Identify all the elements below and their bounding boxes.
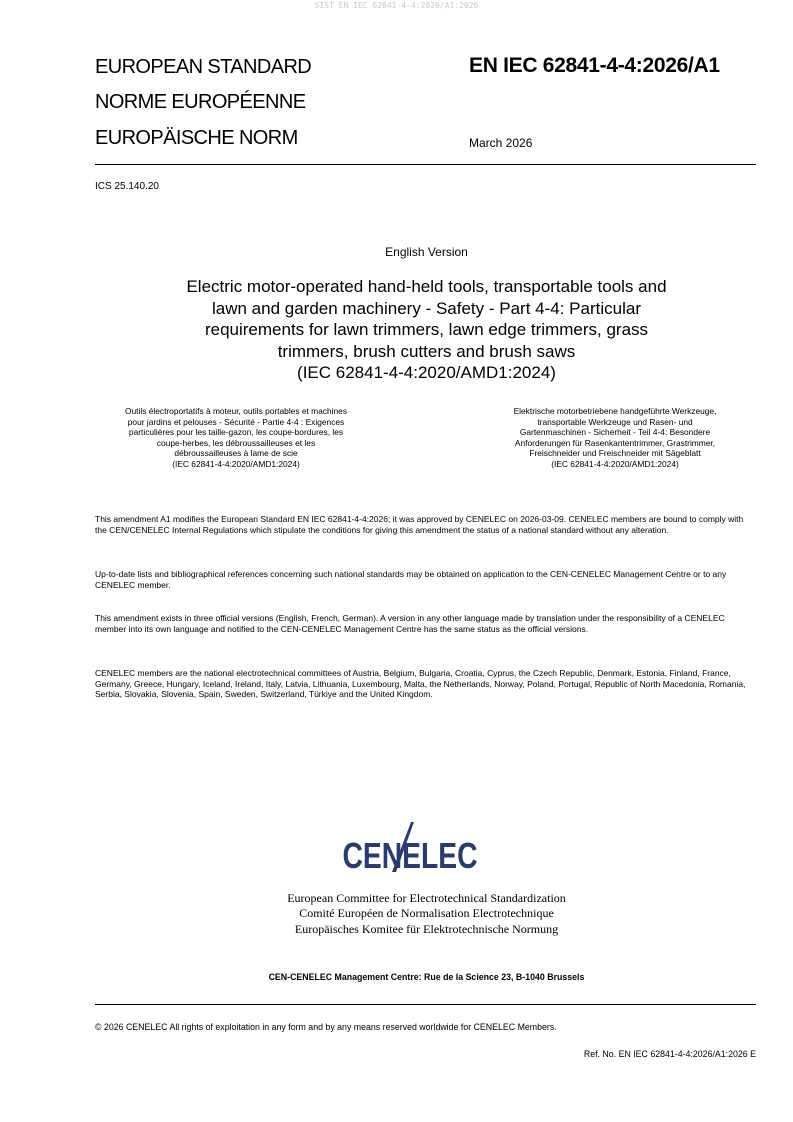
german-title-line: Anforderungen für Rasenkantentrimmer, Grastrimmer, — [514, 437, 716, 448]
french-title-line: débroussailleuses à lame de scie — [174, 448, 298, 459]
standard-name-de: EUROPÄISCHE NORM — [95, 127, 298, 149]
french-title-line: Outils électroportatifs à moteur, outils portables et machines — [124, 406, 348, 416]
french-title — [95, 406, 377, 470]
standard-name-fr: NORME EUROPÉENNE — [95, 91, 306, 113]
references-paragraph: Up-to-date lists and bibliographical references concerning such national standards may be obtained on application to the CEN-CENELEC Management Centre or to any CENELEC member. — [95, 569, 727, 590]
german-title — [474, 406, 756, 470]
french-title-line: particulières pour les taille-gazon, les coupe-bordures, les — [128, 427, 344, 438]
cenelec-logo — [300, 818, 520, 880]
french-title-line: coupe-herbes, les débroussailleuses et les — [156, 437, 316, 448]
org-name-en: European Committee for Electrotechnical Standardization — [287, 891, 566, 905]
language-version: English Version — [385, 245, 468, 259]
approval-paragraph: This amendment A1 modifies the European Standard EN IEC 62841-4-4:2026; it was approved by CENELEC on 2026-03-09. CENELEC members are bound to comply with the CEN/CENELEC Internal Regulations which stipulate the conditions for giving this amendment the status of a national standard without any alteration. — [95, 514, 744, 535]
standard-number: EN IEC 62841-4-4:2026/A1 — [469, 54, 720, 77]
french-title-line: pour jardins et pelouses - Sécurité - Partie 4-4 : Exigences — [127, 416, 345, 427]
org-name-fr: Comité Européen de Normalisation Electrotechnique — [299, 906, 554, 920]
french-title-line: (IEC 62841-4-4:2020/AMD1:2024) — [172, 458, 300, 469]
header-rule — [95, 164, 756, 165]
standard-name-en: EUROPEAN STANDARD — [95, 56, 312, 78]
title-line: trimmers, brush cutters and brush saws — [277, 341, 576, 361]
logo-text: CENELEC — [342, 835, 478, 876]
document-title — [150, 276, 703, 384]
german-title-line: transportable Werkzeuge und Rasen- und — [537, 416, 693, 427]
footer-rule — [95, 1004, 756, 1005]
reference-number: Ref. No. EN IEC 62841-4-4:2026/A1:2026 E — [583, 1049, 756, 1059]
german-title-line: Freischneider und Freischneider mit Sägeblatt — [529, 448, 701, 459]
watermark: SIST EN IEC 62841-4-4:2026/A1:2026 — [314, 1, 479, 10]
members-paragraph: CENELEC members are the national electrotechnical committees of Austria, Belgium, Bulgaria, Croatia, Cyprus, the Czech Republic, Denmark, Estonia, Finland, France, Germany, Greece, Hungary, Iceland, Ireland, Italy, Latvia, Lithuania, Luxembourg, Malta, the Netherlands, Norway, Poland, Portugal, Republic of North Macedonia, Romania, Serbia, Slovakia, Slovenia, Spain, Sweden, Switzerland, Türkiye and the United Kingdom. — [95, 668, 746, 699]
org-name-de: Europäisches Komitee für Elektrotechnische Normung — [294, 922, 559, 936]
versions-paragraph: This amendment exists in three official versions (English, French, German). A version in any other language made by translation under the responsibility of a CENELEC member into its own language and notified to the CEN-CENELEC Management Centre has the same status as the official versions. — [95, 613, 725, 634]
title-line: Electric motor-operated hand-held tools, transportable tools and — [186, 277, 667, 296]
german-title-line: Gartenmaschinen - Sicherheit - Teil 4-4: Besondere — [519, 427, 711, 438]
title-line: requirements for lawn trimmers, lawn edge trimmers, grass — [204, 320, 649, 339]
german-title-line: Elektrische motorbetriebene handgeführte Werkzeuge, — [513, 406, 717, 416]
title-line: lawn and garden machinery - Safety - Part 4-4: Particular — [212, 298, 641, 318]
title-line: (IEC 62841-4-4:2020/AMD1:2024) — [297, 363, 556, 382]
publication-date: March 2026 — [469, 136, 533, 150]
management-centre-address: CEN-CENELEC Management Centre: Rue de la Science 23, B-1040 Brussels — [268, 972, 585, 982]
copyright-notice: © 2026 CENELEC All rights of exploitation in any form and by any means reserved worldwide for CENELEC Members. — [95, 1022, 557, 1032]
ics-code: ICS 25.140.20 — [95, 181, 159, 192]
german-title-line: (IEC 62841-4-4:2020/AMD1:2024) — [551, 458, 679, 469]
